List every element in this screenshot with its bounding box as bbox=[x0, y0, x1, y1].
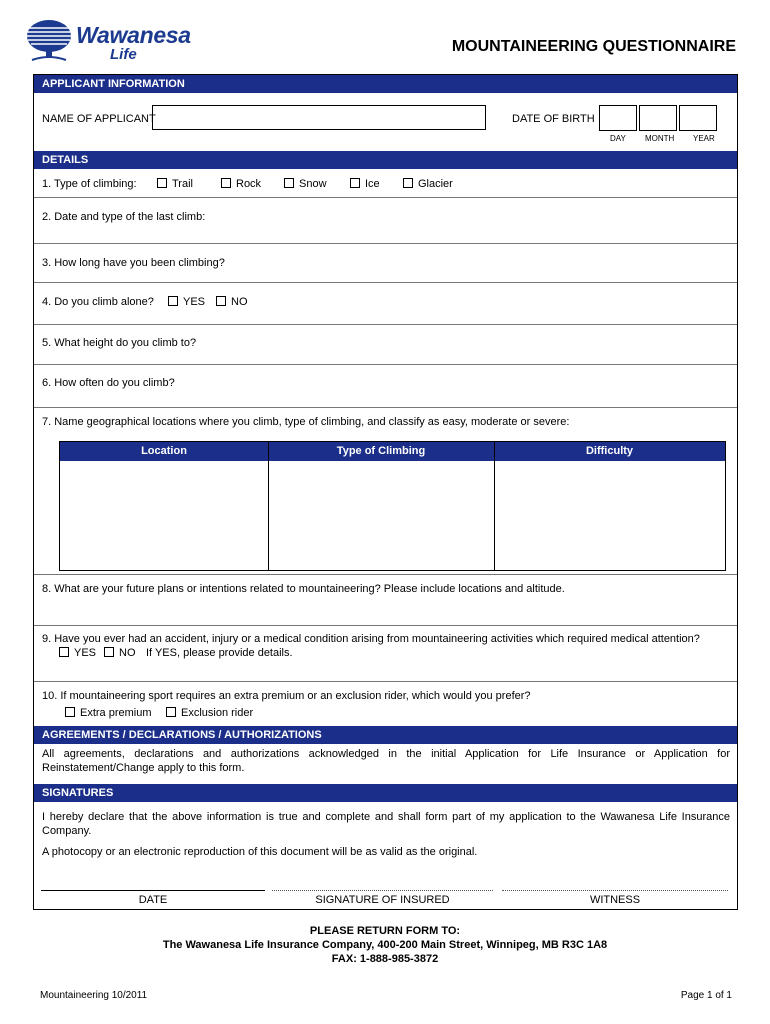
details-section-header: DETAILS bbox=[34, 151, 737, 169]
dob-day-label: DAY bbox=[610, 134, 626, 143]
question-8: 8. What are your future plans or intentions related to mountaineering? Please include locations and altitude. bbox=[42, 583, 565, 595]
declaration-text: I hereby declare that the above information is true and complete and shall form part of my application to the Wawanesa Life Insurance Company. bbox=[42, 811, 730, 837]
divider bbox=[34, 681, 737, 682]
question-5: 5. What height do you climb to? bbox=[42, 337, 197, 349]
signatures-section-header: SIGNATURES bbox=[34, 784, 737, 802]
checkbox-alone-yes[interactable] bbox=[168, 296, 178, 306]
divider bbox=[34, 364, 737, 365]
divider bbox=[34, 197, 737, 198]
column-location: Location bbox=[141, 445, 187, 457]
name-label: NAME OF APPLICANT bbox=[42, 113, 156, 125]
page-title: MOUNTAINEERING QUESTIONNAIRE bbox=[451, 38, 736, 55]
option-rock[interactable]: Rock bbox=[221, 178, 261, 190]
checkbox-alone-no[interactable] bbox=[216, 296, 226, 306]
brand-sub: Life bbox=[110, 46, 137, 63]
applicant-section-header: APPLICANT INFORMATION bbox=[34, 75, 737, 93]
questionnaire-form bbox=[33, 74, 738, 910]
question-9: 9. Have you ever had an accident, injury or a medical condition arising from mountaineering activities which required medical attention? bbox=[42, 633, 700, 645]
witness-label: WITNESS bbox=[589, 894, 641, 906]
question-3: 3. How long have you been climbing? bbox=[42, 257, 225, 269]
divider bbox=[34, 574, 737, 575]
option-ice[interactable]: Ice bbox=[350, 178, 380, 190]
return-fax: FAX: 1-888-985-3872 bbox=[331, 953, 439, 965]
question-7: 7. Name geographical locations where you climb, type of climbing, and classify as easy, moderate or severe: bbox=[42, 416, 570, 428]
dob-month-label: MONTH bbox=[645, 134, 675, 143]
option-extra-premium[interactable]: Extra premium bbox=[65, 707, 152, 719]
column-difficulty: Difficulty bbox=[585, 445, 634, 457]
column-divider bbox=[268, 442, 269, 570]
photocopy-text: A photocopy or an electronic reproduction of this document will be as valid as the original. bbox=[42, 846, 478, 858]
question-6: 6. How often do you climb? bbox=[42, 377, 175, 389]
locations-table bbox=[59, 441, 726, 571]
option-alone-yes[interactable]: YES bbox=[168, 296, 205, 308]
checkbox-exclusion-rider[interactable] bbox=[166, 707, 176, 717]
option-glacier[interactable]: Glacier bbox=[403, 178, 453, 190]
option-accident-no[interactable]: NO bbox=[104, 647, 136, 659]
checkbox-rock[interactable] bbox=[221, 178, 231, 188]
date-label: DATE bbox=[138, 894, 168, 906]
tree-icon bbox=[24, 18, 74, 62]
checkbox-accident-no[interactable] bbox=[104, 647, 114, 657]
dob-month-input[interactable] bbox=[639, 105, 677, 131]
question-1: 1. Type of climbing: bbox=[42, 178, 137, 190]
divider bbox=[34, 282, 737, 283]
option-trail[interactable]: Trail bbox=[157, 178, 193, 190]
divider bbox=[34, 625, 737, 626]
company-logo bbox=[24, 18, 204, 68]
column-divider bbox=[494, 442, 495, 570]
checkbox-ice[interactable] bbox=[350, 178, 360, 188]
divider bbox=[34, 324, 737, 325]
option-alone-no[interactable]: NO bbox=[216, 296, 248, 308]
option-exclusion-rider[interactable]: Exclusion rider bbox=[166, 707, 253, 719]
option-snow[interactable]: Snow bbox=[284, 178, 327, 190]
return-heading: PLEASE RETURN FORM TO: bbox=[309, 925, 461, 937]
table-header bbox=[60, 442, 725, 461]
dob-day-input[interactable] bbox=[599, 105, 637, 131]
checkbox-accident-yes[interactable] bbox=[59, 647, 69, 657]
form-id: Mountaineering 10/2011 bbox=[40, 990, 148, 1001]
checkbox-glacier[interactable] bbox=[403, 178, 413, 188]
dob-label: DATE OF BIRTH bbox=[512, 113, 595, 125]
agreements-text: All agreements, declarations and authorizations acknowledged in the initial Application for Life Insurance or Application for Reinstatement/Change apply to this form. bbox=[42, 748, 730, 774]
question-9-note: If YES, please provide details. bbox=[146, 647, 293, 659]
divider bbox=[34, 407, 737, 408]
checkbox-extra-premium[interactable] bbox=[65, 707, 75, 717]
name-input[interactable] bbox=[152, 105, 486, 130]
question-10: 10. If mountaineering sport requires an extra premium or an exclusion rider, which would you prefer? bbox=[42, 690, 531, 702]
witness-signature-line[interactable] bbox=[502, 890, 728, 891]
date-signature-line[interactable] bbox=[41, 890, 265, 891]
dob-year-label: YEAR bbox=[693, 134, 715, 143]
question-2: 2. Date and type of the last climb: bbox=[42, 211, 206, 223]
insured-signature-line[interactable] bbox=[272, 890, 493, 891]
option-accident-yes[interactable]: YES bbox=[59, 647, 96, 659]
column-type: Type of Climbing bbox=[336, 445, 426, 457]
page-number: Page 1 of 1 bbox=[680, 990, 732, 1001]
brand-name: Wawanesa bbox=[76, 22, 191, 48]
checkbox-trail[interactable] bbox=[157, 178, 167, 188]
agreements-section-header: AGREEMENTS / DECLARATIONS / AUTHORIZATIONS bbox=[34, 726, 737, 744]
return-address: The Wawanesa Life Insurance Company, 400-200 Main Street, Winnipeg, MB R3C 1A8 bbox=[162, 939, 608, 951]
dob-year-input[interactable] bbox=[679, 105, 717, 131]
checkbox-snow[interactable] bbox=[284, 178, 294, 188]
insured-label: SIGNATURE OF INSURED bbox=[315, 894, 450, 906]
divider bbox=[34, 243, 737, 244]
question-4: 4. Do you climb alone? bbox=[42, 296, 154, 308]
